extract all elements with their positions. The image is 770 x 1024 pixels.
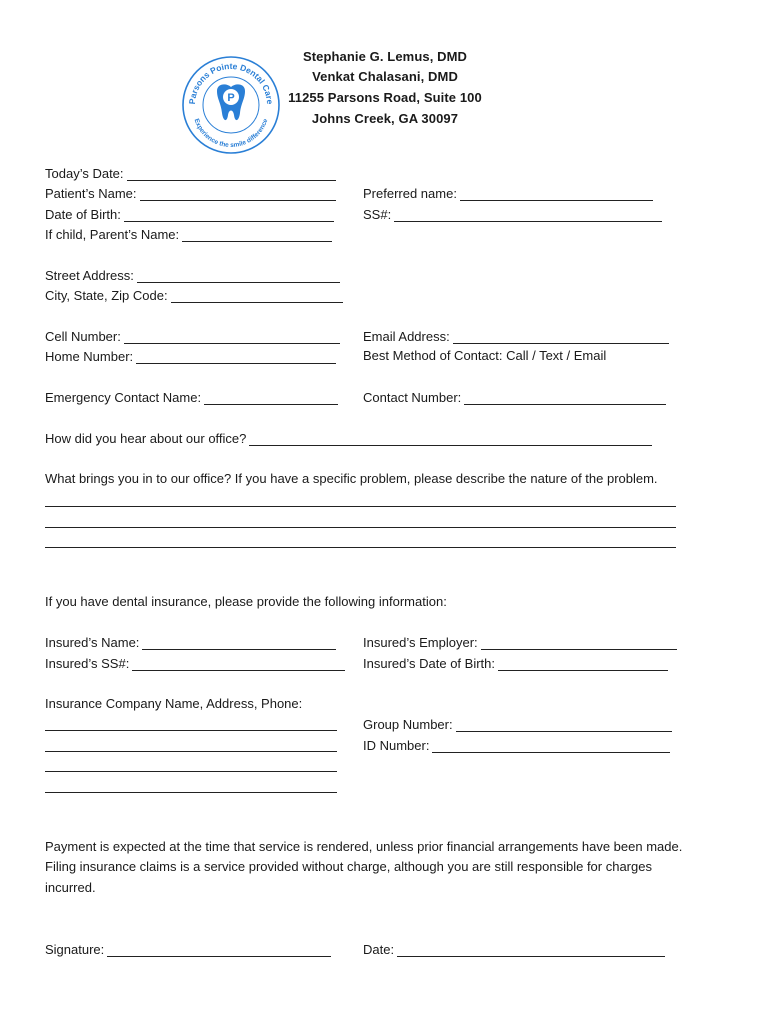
email-address-line[interactable] — [453, 331, 669, 344]
contact-number-field[interactable] — [363, 389, 666, 405]
insurance-company-line-3[interactable] — [45, 771, 337, 772]
group-number-label: Group Number: — [363, 717, 453, 732]
emergency-contact-label: Emergency Contact Name: — [45, 390, 202, 405]
home-number-line[interactable] — [136, 351, 336, 364]
best-contact-method: Best Method of Contact: Call / Text / Email — [363, 348, 607, 363]
signature-field[interactable] — [45, 941, 331, 957]
city-state-zip-label: City, State, Zip Code: — [45, 288, 168, 303]
insureds-ssn-line[interactable] — [132, 658, 345, 671]
insurance-intro: If you have dental insurance, please provide the following information: — [45, 594, 447, 609]
insureds-employer-line[interactable] — [481, 637, 677, 650]
logo-text-top: Parsons Pointe Dental Care — [186, 60, 276, 105]
street-address-line[interactable] — [137, 270, 340, 283]
payment-line-3: incurred. — [45, 880, 96, 895]
insurance-company-line-1[interactable] — [45, 730, 337, 731]
address-line-1: 11255 Parsons Road, Suite 100 — [288, 90, 482, 105]
insureds-ssn-field[interactable] — [45, 655, 345, 671]
ssn-label: SS#: — [363, 207, 392, 222]
todays-date-line[interactable] — [127, 168, 336, 181]
insureds-employer-field[interactable] — [363, 634, 677, 650]
id-number-field[interactable] — [363, 737, 670, 753]
date-field[interactable] — [363, 941, 665, 957]
cell-number-field[interactable] — [45, 328, 340, 344]
how-heard-field[interactable] — [45, 430, 652, 446]
doctor-name-1: Stephanie G. Lemus, DMD — [302, 49, 468, 64]
cell-number-label: Cell Number: — [45, 329, 121, 344]
ssn-field[interactable] — [363, 206, 662, 222]
svg-text:+: + — [238, 89, 242, 95]
date-of-birth-line[interactable] — [124, 209, 334, 222]
insureds-name-field[interactable] — [45, 634, 336, 650]
how-heard-line[interactable] — [249, 433, 652, 446]
insureds-dob-field[interactable] — [363, 655, 668, 671]
address-line-2: Johns Creek, GA 30097 — [311, 111, 459, 126]
payment-line-2: Filing insurance claims is a service provided without charge, although you are still responsible for charges — [45, 859, 652, 874]
email-address-label: Email Address: — [363, 329, 450, 344]
street-address-label: Street Address: — [45, 268, 134, 283]
logo-text-bottom: Experience the smile difference — [192, 117, 270, 150]
date-of-birth-field[interactable] — [45, 206, 334, 222]
how-heard-label: How did you hear about our office? — [45, 431, 247, 446]
insurance-company-label: Insurance Company Name, Address, Phone: — [45, 696, 303, 711]
insurance-company-line-2[interactable] — [45, 751, 337, 752]
todays-date-label: Today’s Date: — [45, 166, 124, 181]
todays-date-field[interactable] — [45, 165, 336, 181]
id-number-line[interactable] — [432, 740, 670, 753]
insureds-name-label: Insured’s Name: — [45, 635, 140, 650]
reason-line-3[interactable] — [45, 547, 676, 548]
ssn-line[interactable] — [394, 209, 662, 222]
signature-line[interactable] — [107, 944, 331, 957]
home-number-label: Home Number: — [45, 349, 134, 364]
parents-name-field[interactable] — [45, 226, 332, 242]
insureds-ssn-label: Insured’s SS#: — [45, 656, 130, 671]
parents-name-label: If child, Parent’s Name: — [45, 227, 180, 242]
street-address-field[interactable] — [45, 267, 340, 283]
insureds-employer-label: Insured’s Employer: — [363, 635, 478, 650]
home-number-field[interactable] — [45, 348, 336, 364]
date-line[interactable] — [397, 944, 665, 957]
cell-number-line[interactable] — [124, 331, 340, 344]
insureds-dob-label: Insured’s Date of Birth: — [363, 656, 495, 671]
reason-line-2[interactable] — [45, 527, 676, 528]
logo-letter: P — [227, 92, 235, 104]
insureds-name-line[interactable] — [142, 637, 336, 650]
preferred-name-field[interactable] — [363, 185, 653, 201]
patients-name-label: Patient’s Name: — [45, 186, 137, 201]
city-state-zip-line[interactable] — [171, 290, 343, 303]
city-state-zip-field[interactable] — [45, 287, 343, 303]
group-number-field[interactable] — [363, 716, 672, 732]
insurance-company-line-4[interactable] — [45, 792, 337, 793]
email-address-field[interactable] — [363, 328, 669, 344]
doctor-name-2: Venkat Chalasani, DMD — [312, 69, 458, 84]
id-number-label: ID Number: — [363, 738, 430, 753]
signature-label: Signature: — [45, 942, 105, 957]
reason-line-1[interactable] — [45, 506, 676, 507]
insureds-dob-line[interactable] — [498, 658, 668, 671]
preferred-name-label: Preferred name: — [363, 186, 457, 201]
date-of-birth-label: Date of Birth: — [45, 207, 121, 222]
group-number-line[interactable] — [456, 719, 672, 732]
parents-name-line[interactable] — [182, 229, 332, 242]
date-label: Date: — [363, 942, 395, 957]
preferred-name-line[interactable] — [460, 188, 653, 201]
emergency-contact-line[interactable] — [204, 392, 338, 405]
what-brings-question: What brings you in to our office? If you have a specific problem, please describe the nature of the problem. — [45, 471, 658, 486]
patients-name-line[interactable] — [140, 188, 336, 201]
payment-line-1: Payment is expected at the time that service is rendered, unless prior financial arrangements have been made. — [45, 839, 683, 854]
patients-name-field[interactable] — [45, 185, 336, 201]
contact-number-line[interactable] — [464, 392, 666, 405]
contact-number-label: Contact Number: — [363, 390, 462, 405]
emergency-contact-field[interactable] — [45, 389, 338, 405]
